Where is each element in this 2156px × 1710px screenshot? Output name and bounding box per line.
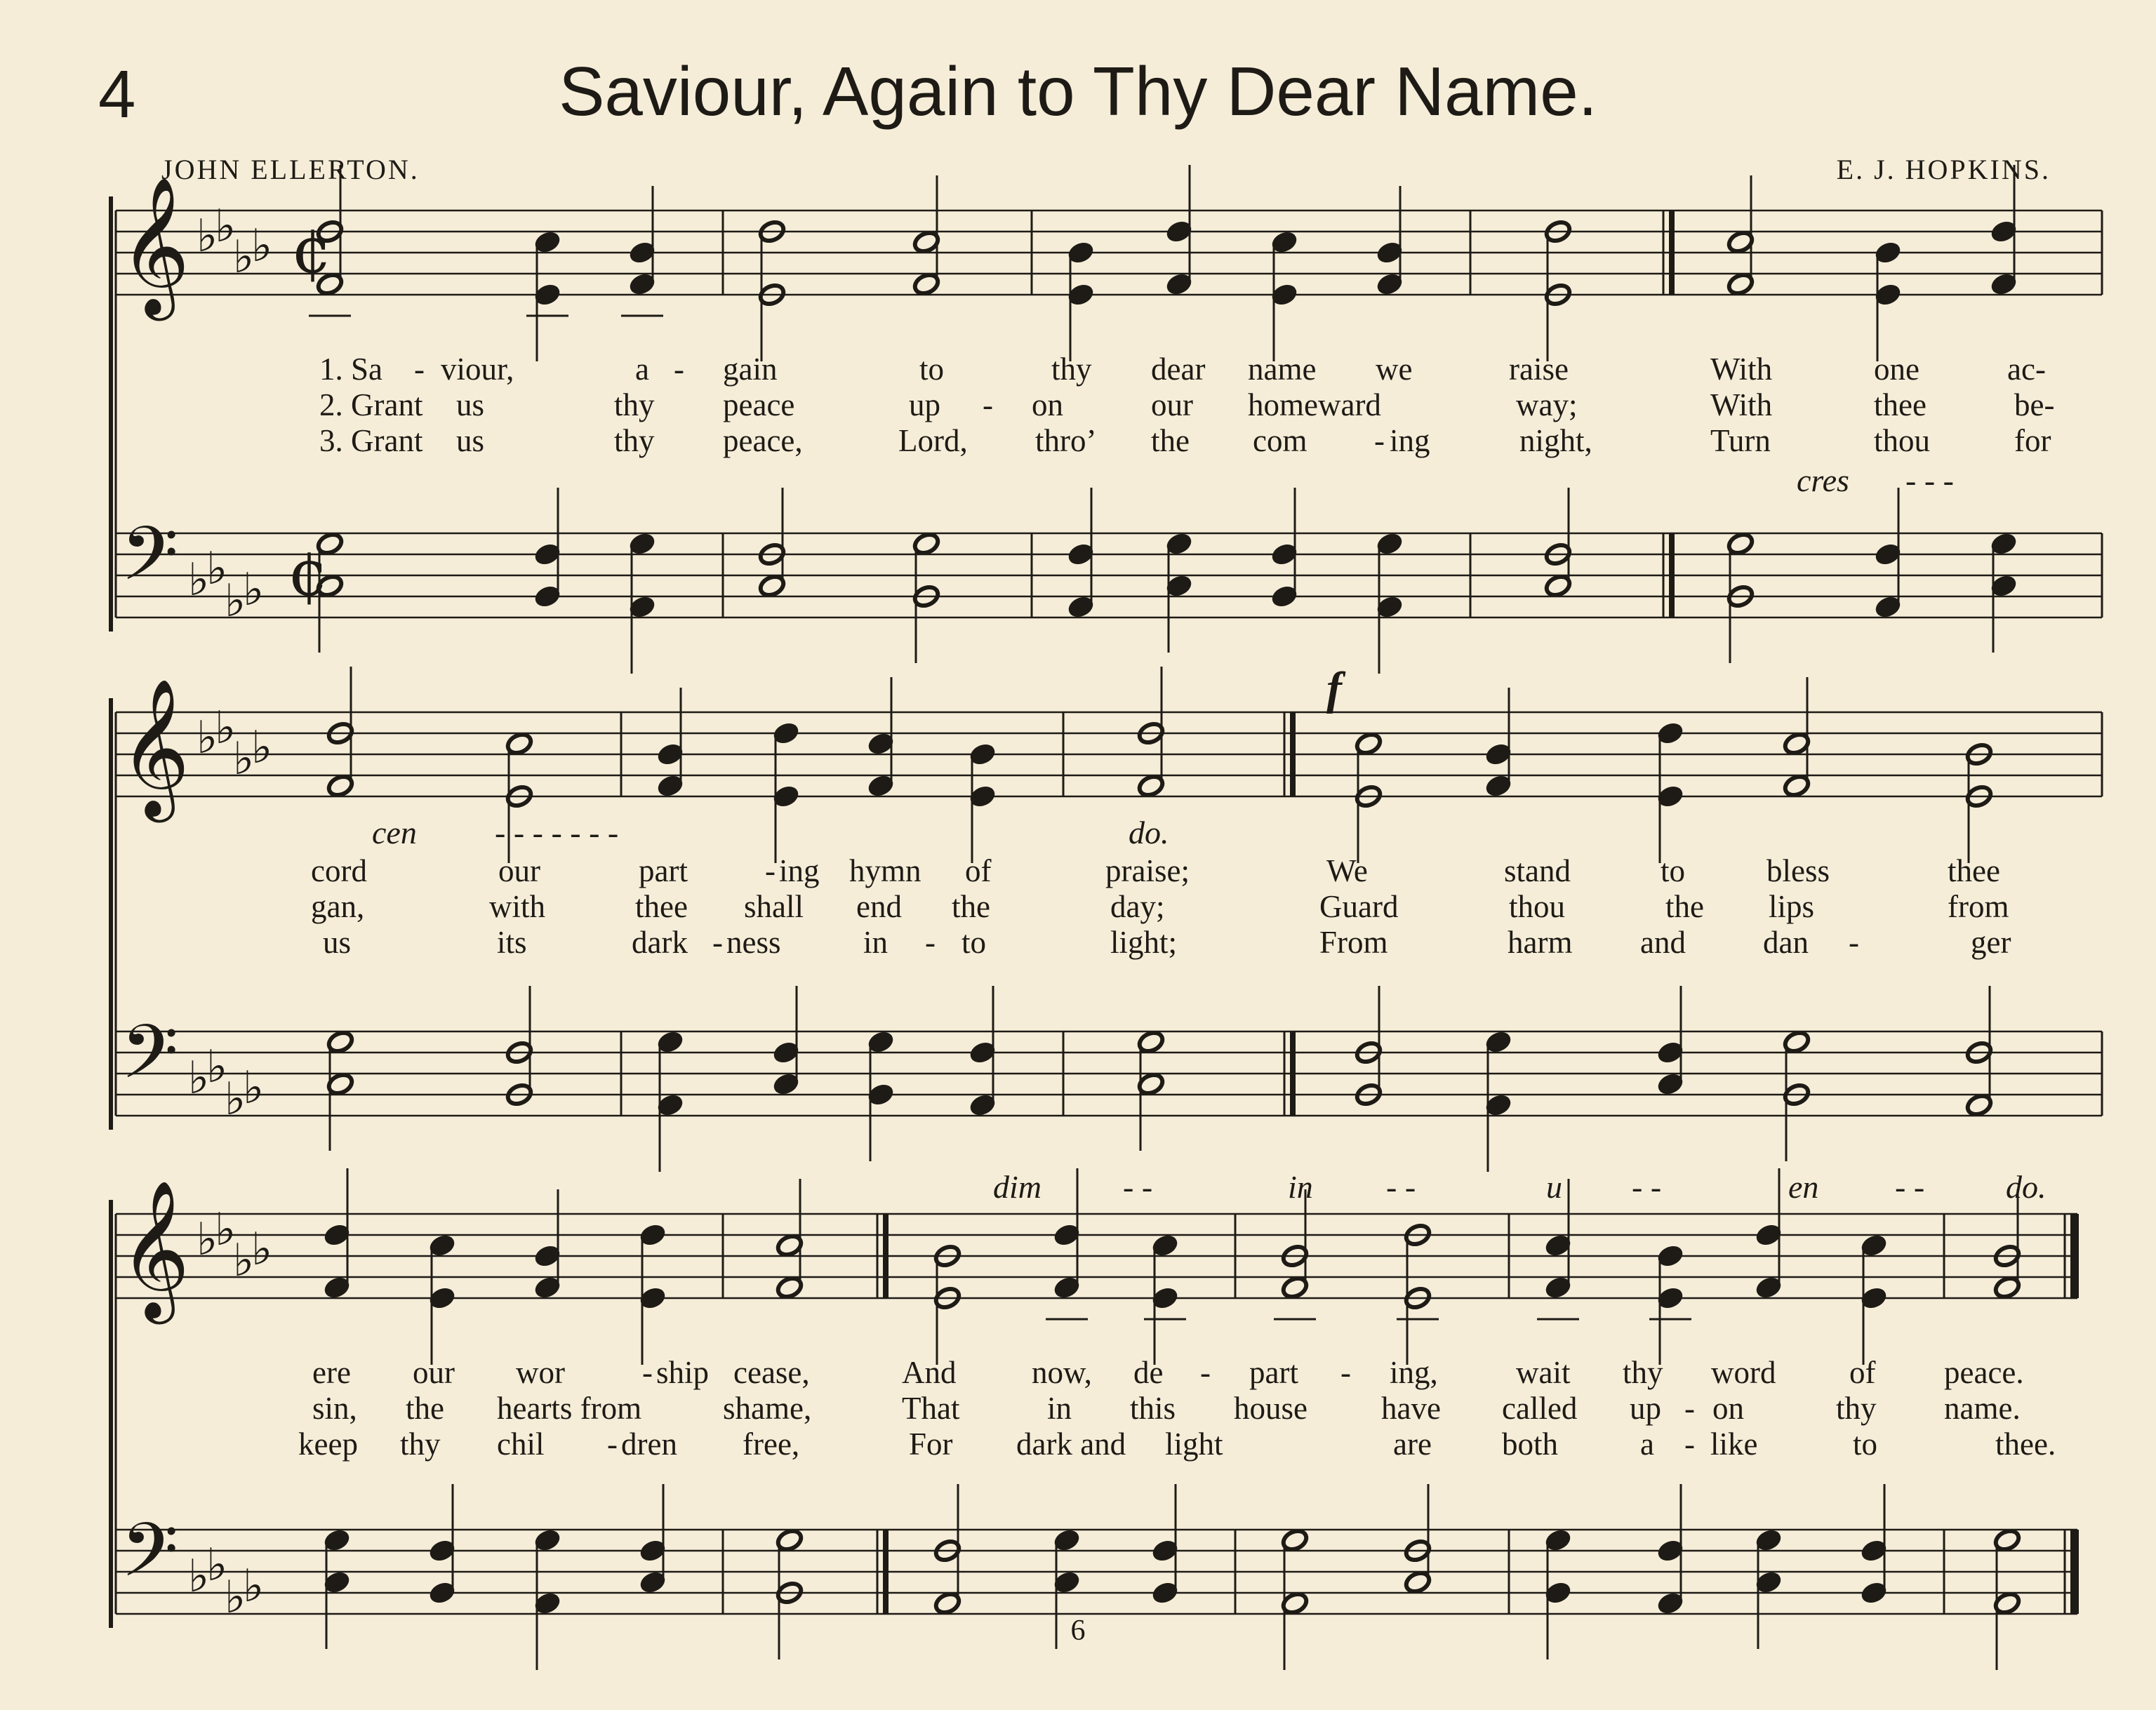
lyric-syllable: keep bbox=[298, 1427, 358, 1462]
flat-sign: ♭ bbox=[197, 211, 218, 262]
lyric-syllable: - bbox=[1684, 1391, 1695, 1426]
dynamic-cen-dashes: - - - - - - - bbox=[495, 815, 619, 850]
lyric-syllable: - bbox=[607, 1427, 618, 1462]
dynamic-cres: cres bbox=[1797, 462, 1849, 498]
lyric-syllable: bless bbox=[1766, 853, 1830, 888]
lyric-syllable: on bbox=[1032, 387, 1063, 422]
lyric-syllable: to bbox=[1853, 1427, 1878, 1462]
lyric-syllable: thou bbox=[1874, 423, 1931, 458]
lyric-syllable: its bbox=[497, 925, 527, 960]
flat-sign: ♭ bbox=[233, 232, 255, 283]
dynamic-forte: f bbox=[1326, 663, 1342, 714]
flat-sign: ♭ bbox=[251, 220, 273, 272]
lyric-syllable: - bbox=[925, 925, 936, 960]
lyric-syllable: Guard bbox=[1319, 889, 1399, 924]
lyric-syllable: - bbox=[674, 352, 684, 387]
lyric-syllable: ness bbox=[726, 925, 781, 960]
flat-sign: ♭ bbox=[188, 1551, 210, 1603]
flat-sign: ♭ bbox=[225, 1074, 246, 1125]
lyric-syllable: - bbox=[1684, 1427, 1695, 1462]
lyric-syllable: viour, bbox=[441, 352, 514, 387]
lyric-syllable: 3. Grant bbox=[319, 423, 423, 458]
flat-sign: ♭ bbox=[197, 1214, 218, 1266]
lyric-syllable: chil bbox=[497, 1427, 545, 1462]
lyric-syllable: thy bbox=[614, 423, 655, 458]
lyric-syllable: in bbox=[1047, 1391, 1072, 1426]
lyric-syllable: us bbox=[456, 423, 485, 458]
lyric-syllable: cease, bbox=[733, 1355, 810, 1390]
lyric-syllable: up bbox=[1630, 1391, 1661, 1426]
lyric-syllable: com bbox=[1253, 423, 1307, 458]
lyric-syllable: the bbox=[1665, 889, 1704, 924]
lyric-syllable: called bbox=[1502, 1391, 1578, 1426]
lyric-syllable: dan bbox=[1763, 925, 1809, 960]
flat-sign: ♭ bbox=[233, 733, 255, 785]
lyric-syllable: a bbox=[1640, 1427, 1654, 1462]
lyric-syllable: the bbox=[952, 889, 990, 924]
treble-clef: 𝄞 bbox=[119, 678, 190, 817]
lyric-syllable: the bbox=[1151, 423, 1190, 458]
lyric-syllable: peace bbox=[723, 387, 795, 422]
flat-sign: ♭ bbox=[233, 1235, 255, 1287]
lyric-syllable: we bbox=[1376, 352, 1413, 387]
dynamic-dim-en: en bbox=[1788, 1169, 1819, 1205]
lyric-syllable: to bbox=[1661, 853, 1686, 888]
lyric-syllable: thee. bbox=[1995, 1427, 2056, 1462]
flat-sign: ♭ bbox=[197, 712, 218, 764]
lyric-syllable: That bbox=[902, 1391, 960, 1426]
lyric-syllable: praise; bbox=[1105, 853, 1190, 888]
hymn-number: 4 bbox=[98, 57, 136, 132]
author-credit: JOHN ELLERTON. bbox=[161, 154, 420, 185]
lyric-syllable: dark bbox=[632, 925, 688, 960]
lyric-syllable: our bbox=[498, 853, 540, 888]
lyric-syllable: word bbox=[1711, 1355, 1776, 1390]
lyric-syllable: shame, bbox=[723, 1391, 812, 1426]
flat-sign: ♭ bbox=[206, 1539, 228, 1591]
lyric-syllable: dark and bbox=[1016, 1427, 1126, 1462]
bass-clef: 𝄢 bbox=[121, 511, 179, 615]
lyric-syllable: thee bbox=[1948, 853, 2000, 888]
lyric-syllable: our bbox=[1151, 387, 1193, 422]
lyric-syllable: And bbox=[902, 1355, 957, 1390]
lyric-syllable: dren bbox=[621, 1427, 677, 1462]
lyric-syllable: of bbox=[965, 853, 992, 888]
lyric-syllable: to bbox=[919, 352, 945, 387]
lyric-syllable: - bbox=[1374, 423, 1385, 458]
flat-sign: ♭ bbox=[225, 575, 246, 627]
lyric-syllable: us bbox=[323, 925, 352, 960]
lyric-syllable: - bbox=[1849, 925, 1859, 960]
lyric-syllable: peace, bbox=[723, 423, 803, 458]
lyric-syllable: name bbox=[1248, 352, 1317, 387]
lyric-syllable: gan, bbox=[311, 889, 365, 924]
flat-sign: ♭ bbox=[215, 702, 237, 754]
dynamic-dim-dashes-3: - - bbox=[1632, 1169, 1662, 1205]
lyric-syllable: the bbox=[406, 1391, 444, 1426]
lyric-syllable: thy bbox=[1623, 1355, 1663, 1390]
dynamic-dim-dashes-4: - - bbox=[1895, 1169, 1925, 1205]
lyric-syllable: way; bbox=[1516, 387, 1578, 422]
composer-credit: E. J. HOPKINS. bbox=[1836, 154, 2051, 185]
lyric-syllable: raise bbox=[1509, 352, 1569, 387]
lyric-syllable: shall bbox=[744, 889, 804, 924]
flat-sign: ♭ bbox=[251, 722, 273, 774]
dynamic-dim-dashes-1: - - bbox=[1123, 1169, 1153, 1205]
bass-clef: 𝄢 bbox=[121, 1009, 179, 1114]
lyric-syllable: ac- bbox=[2007, 352, 2046, 387]
lyric-syllable: sin, bbox=[312, 1391, 357, 1426]
lyric-syllable: Lord, bbox=[898, 423, 968, 458]
flat-sign: ♭ bbox=[243, 1062, 265, 1114]
lyric-syllable: be- bbox=[2014, 387, 2055, 422]
lyric-syllable: 2. Grant bbox=[319, 387, 423, 422]
lyric-syllable: homeward bbox=[1248, 387, 1381, 422]
lyric-syllable: thou bbox=[1509, 889, 1566, 924]
lyric-syllable: ing, bbox=[1390, 1355, 1438, 1390]
lyric-syllable: are bbox=[1393, 1427, 1432, 1462]
lyric-syllable: one bbox=[1874, 352, 1919, 387]
lyric-syllable: ship bbox=[656, 1355, 710, 1390]
lyric-syllable: day; bbox=[1110, 889, 1165, 924]
lyric-syllable: to bbox=[961, 925, 987, 960]
dynamic-dim-do: do. bbox=[2006, 1169, 2047, 1205]
cut-time: ¢ bbox=[291, 213, 333, 288]
lyric-syllable: this bbox=[1130, 1391, 1176, 1426]
lyric-syllable: - bbox=[1200, 1355, 1211, 1390]
lyric-syllable: - bbox=[765, 853, 776, 888]
lyric-syllable: wait bbox=[1516, 1355, 1571, 1390]
cut-time: ¢ bbox=[288, 535, 329, 610]
flat-sign: ♭ bbox=[188, 554, 210, 606]
lyric-syllable: ger bbox=[1971, 925, 2011, 960]
lyric-syllable: a bbox=[635, 352, 649, 387]
lyric-syllable: - bbox=[1340, 1355, 1351, 1390]
lyric-syllable: cord bbox=[311, 853, 367, 888]
lyric-syllable: thy bbox=[1051, 352, 1092, 387]
lyric-syllable: have bbox=[1381, 1391, 1441, 1426]
lyric-syllable: ing bbox=[1390, 423, 1430, 458]
lyric-syllable: light bbox=[1165, 1427, 1223, 1462]
treble-clef: 𝄞 bbox=[119, 1180, 190, 1318]
lyric-syllable: up bbox=[909, 387, 940, 422]
lyric-syllable: thy bbox=[1836, 1391, 1877, 1426]
lyric-syllable: now, bbox=[1032, 1355, 1092, 1390]
dynamic-cen-do: do. bbox=[1129, 815, 1169, 850]
lyric-syllable: - bbox=[983, 387, 993, 422]
lyric-syllable: light; bbox=[1110, 925, 1178, 960]
lyric-syllable: from bbox=[1948, 889, 2009, 924]
lyric-syllable: part bbox=[1249, 1355, 1298, 1390]
lyric-syllable: hymn bbox=[849, 853, 921, 888]
lyric-syllable: stand bbox=[1504, 853, 1571, 888]
bass-clef: 𝄢 bbox=[121, 1507, 179, 1612]
hymn-title: Saviour, Again to Thy Dear Name. bbox=[559, 53, 1597, 130]
lyric-syllable: us bbox=[456, 387, 485, 422]
lyric-syllable: part bbox=[639, 853, 688, 888]
flat-sign: ♭ bbox=[215, 1204, 237, 1256]
lyric-syllable: de bbox=[1133, 1355, 1164, 1390]
lyric-syllable: free, bbox=[743, 1427, 800, 1462]
flat-sign: ♭ bbox=[243, 564, 265, 616]
dynamic-cen: cen bbox=[372, 815, 417, 850]
lyric-syllable: Turn bbox=[1710, 423, 1771, 458]
lyric-syllable: - bbox=[712, 925, 723, 960]
dynamic-cres-dashes: - - - bbox=[1905, 462, 1954, 498]
lyric-syllable: on bbox=[1712, 1391, 1744, 1426]
lyric-syllable: With bbox=[1710, 352, 1773, 387]
lyric-syllable: lips bbox=[1769, 889, 1815, 924]
flat-sign: ♭ bbox=[225, 1572, 246, 1624]
lyric-syllable: thy bbox=[400, 1427, 441, 1462]
treble-clef: 𝄞 bbox=[119, 176, 190, 315]
lyric-syllable: wor bbox=[516, 1355, 565, 1390]
lyric-syllable: thro’ bbox=[1035, 423, 1097, 458]
lyric-syllable: ere bbox=[312, 1355, 351, 1390]
lyric-syllable: both bbox=[1502, 1427, 1559, 1462]
lyric-syllable: name. bbox=[1944, 1391, 2021, 1426]
lyric-syllable: With bbox=[1710, 387, 1773, 422]
flat-sign: ♭ bbox=[206, 543, 228, 595]
lyric-syllable: and bbox=[1640, 925, 1686, 960]
lyric-syllable: We bbox=[1326, 853, 1368, 888]
lyric-syllable: of bbox=[1849, 1355, 1876, 1390]
lyric-syllable: - bbox=[414, 352, 425, 387]
lyric-syllable: gain bbox=[723, 352, 778, 387]
lyric-syllable: thee bbox=[1874, 387, 1927, 422]
dynamic-dim-in: in bbox=[1288, 1169, 1313, 1205]
lyric-syllable: end bbox=[856, 889, 902, 924]
flat-sign: ♭ bbox=[206, 1041, 228, 1093]
flat-sign: ♭ bbox=[215, 201, 237, 253]
dynamic-dim-dashes-2: - - bbox=[1386, 1169, 1416, 1205]
lyric-syllable: like bbox=[1710, 1427, 1758, 1462]
page-number: 6 bbox=[1070, 1615, 1086, 1647]
lyric-syllable: 1. Sa bbox=[319, 352, 382, 387]
lyric-syllable: peace. bbox=[1944, 1355, 2024, 1390]
lyric-syllable: hearts from bbox=[497, 1391, 642, 1426]
lyric-syllable: For bbox=[909, 1427, 953, 1462]
dynamic-dim-u: u bbox=[1546, 1169, 1562, 1205]
flat-sign: ♭ bbox=[188, 1053, 210, 1104]
lyric-syllable: From bbox=[1319, 925, 1388, 960]
dynamic-dim: dim bbox=[993, 1169, 1042, 1205]
lyric-syllable: house bbox=[1234, 1391, 1307, 1426]
lyric-syllable: - bbox=[642, 1355, 653, 1390]
lyric-syllable: with bbox=[489, 889, 546, 924]
lyric-syllable: thy bbox=[614, 387, 655, 422]
lyric-syllable: harm bbox=[1508, 925, 1573, 960]
lyric-syllable: thee bbox=[635, 889, 688, 924]
lyric-syllable: dear bbox=[1151, 352, 1206, 387]
lyric-syllable: night, bbox=[1519, 423, 1592, 458]
flat-sign: ♭ bbox=[243, 1561, 265, 1612]
flat-sign: ♭ bbox=[251, 1224, 273, 1276]
lyric-syllable: our bbox=[413, 1355, 455, 1390]
lyric-syllable: in bbox=[863, 925, 889, 960]
lyric-syllable: ing bbox=[779, 853, 820, 888]
lyric-syllable: for bbox=[2014, 423, 2051, 458]
